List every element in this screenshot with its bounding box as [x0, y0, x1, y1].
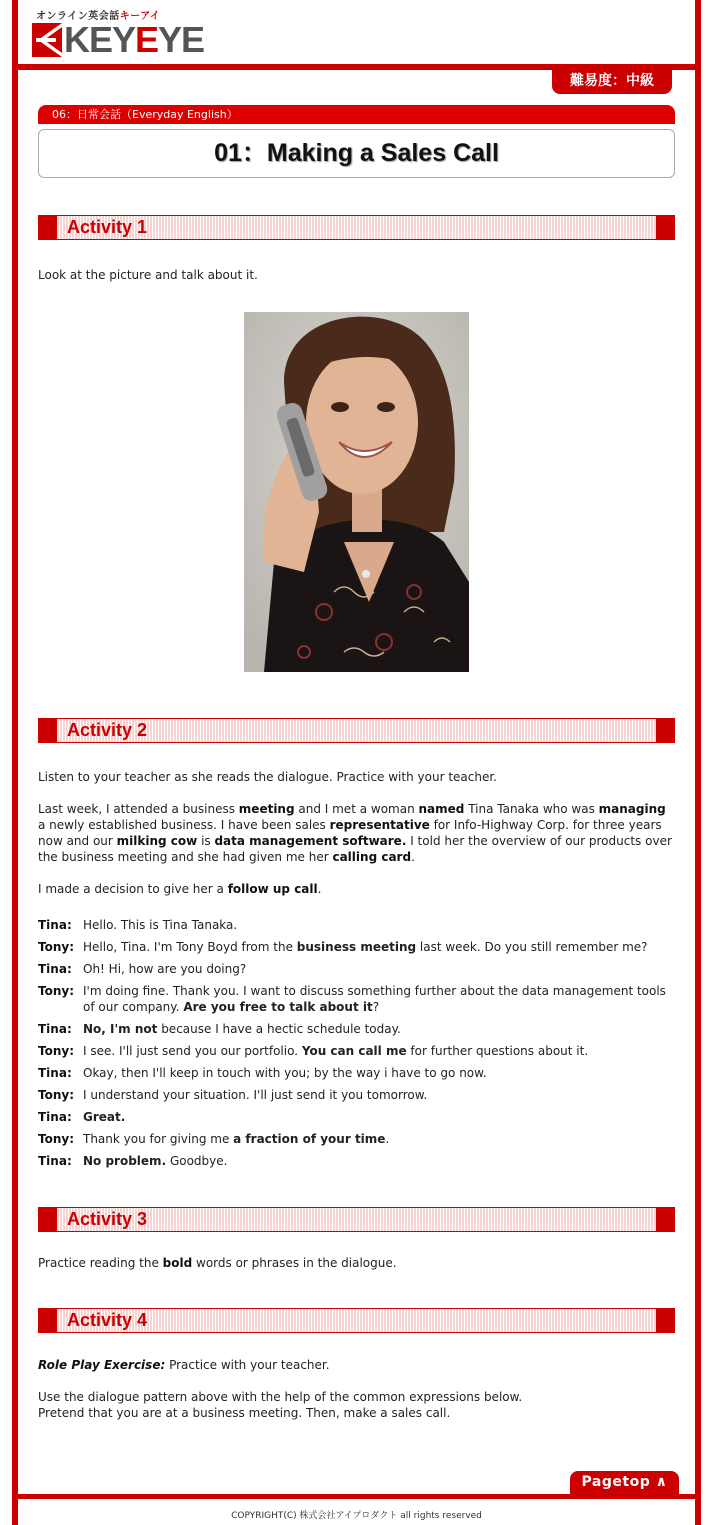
dialogue-line — [38, 939, 675, 955]
dialogue-text: No, I'm not because I have a hectic schedule today. — [83, 1022, 401, 1036]
dialogue-speaker: Tony: — [38, 1132, 74, 1146]
pagetop-button[interactable]: Pagetop ∧ — [570, 1471, 679, 1494]
lesson-category: 06：日常会話（Everyday English） — [38, 105, 675, 124]
dialogue-speaker: Tina: — [38, 962, 72, 976]
dialogue-text: I understand your situation. I'll just send it you tomorrow. — [83, 1088, 428, 1102]
dialogue-line — [38, 1109, 675, 1125]
dialogue-text: Thank you for giving me a fraction of your time. — [83, 1132, 390, 1146]
dialogue-line — [38, 917, 675, 933]
site-logo[interactable] — [32, 19, 205, 60]
dialogue-speaker: Tina: — [38, 1022, 72, 1036]
dialogue-text: No problem. Goodbye. — [83, 1154, 228, 1168]
logo-wordmark: KEYEYE — [64, 19, 205, 60]
dialogue-list — [38, 917, 675, 1175]
footer-divider — [18, 1494, 695, 1499]
activity-2-instruction: Listen to your teacher as she reads the dialogue. Practice with your teacher. — [38, 770, 497, 784]
dialogue-text: Great. — [83, 1110, 126, 1124]
dialogue-line — [38, 1087, 675, 1103]
copyright-text: COPYRIGHT(C) 株式会社アイプロダクト all rights reserved — [231, 1511, 482, 1521]
dialogue-text: Okay, then I'll keep in touch with you; by the way i have to go now. — [83, 1066, 487, 1080]
activity-2-heading: Activity 2 — [38, 718, 675, 743]
dialogue-text: Hello, Tina. I'm Tony Boyd from the business meeting last week. Do you still remember me? — [83, 940, 648, 954]
page-title: 01：Making a Sales Call — [38, 129, 675, 178]
activity-3-heading: Activity 3 — [38, 1207, 675, 1232]
dialogue-speaker: Tina: — [38, 1066, 72, 1080]
activity-1-heading: Activity 1 — [38, 215, 675, 240]
activity-2-story-paragraph: Last week, I attended a business meeting and I met a woman named Tina Tanaka who was managing a newly established business. I have been sales representative for Info-Highway Corp. for three years now and our milking cow is data management software. I told her the overview of our products over the business meeting and she had given me her calling card. — [38, 802, 672, 864]
dialogue-line — [38, 1065, 675, 1081]
dialogue-text: I'm doing fine. Thank you. I want to discuss something further about the data management tools of our company. Are you free to talk about it? — [83, 984, 666, 1014]
chevron-up-icon: ∧ — [655, 1474, 668, 1490]
difficulty-badge: 難易度：中級 — [552, 69, 672, 94]
dialogue-text: Hello. This is Tina Tanaka. — [83, 918, 238, 932]
dialogue-line — [38, 1021, 675, 1037]
dialogue-speaker: Tony: — [38, 984, 74, 998]
dialogue-speaker: Tina: — [38, 1154, 72, 1168]
activity-2-decision-paragraph: I made a decision to give her a follow up call. — [38, 882, 322, 896]
activity-3-instruction: Practice reading the bold words or phrases in the dialogue. — [38, 1256, 397, 1270]
logo-k-icon — [32, 23, 62, 57]
activity-4-heading: Activity 4 — [38, 1308, 675, 1333]
dialogue-line — [38, 983, 675, 1015]
logo-tagline: オンライン英会話キーアイ — [36, 11, 161, 22]
site-header — [18, 0, 695, 64]
dialogue-speaker: Tina: — [38, 1110, 72, 1124]
activity-4-role-play: Role Play Exercise: Practice with your teacher. — [38, 1358, 330, 1372]
dialogue-speaker: Tony: — [38, 1088, 74, 1102]
dialogue-text: I see. I'll just send you our portfolio. You can call me for further questions about it. — [83, 1044, 589, 1058]
dialogue-line — [38, 1131, 675, 1147]
dialogue-line — [38, 1043, 675, 1059]
dialogue-line — [38, 961, 675, 977]
dialogue-speaker: Tony: — [38, 940, 74, 954]
dialogue-text: Oh! Hi, how are you doing? — [83, 962, 247, 976]
dialogue-speaker: Tony: — [38, 1044, 74, 1058]
dialogue-line — [38, 1153, 675, 1169]
activity-4-instructions: Use the dialogue pattern above with the help of the common expressions below. Pretend that you are at a business meeting. Then, make a sales call. — [38, 1390, 523, 1420]
woman-on-phone-photo — [244, 312, 469, 672]
dialogue-speaker: Tina: — [38, 918, 72, 932]
activity-1-instruction: Look at the picture and talk about it. — [38, 268, 258, 282]
